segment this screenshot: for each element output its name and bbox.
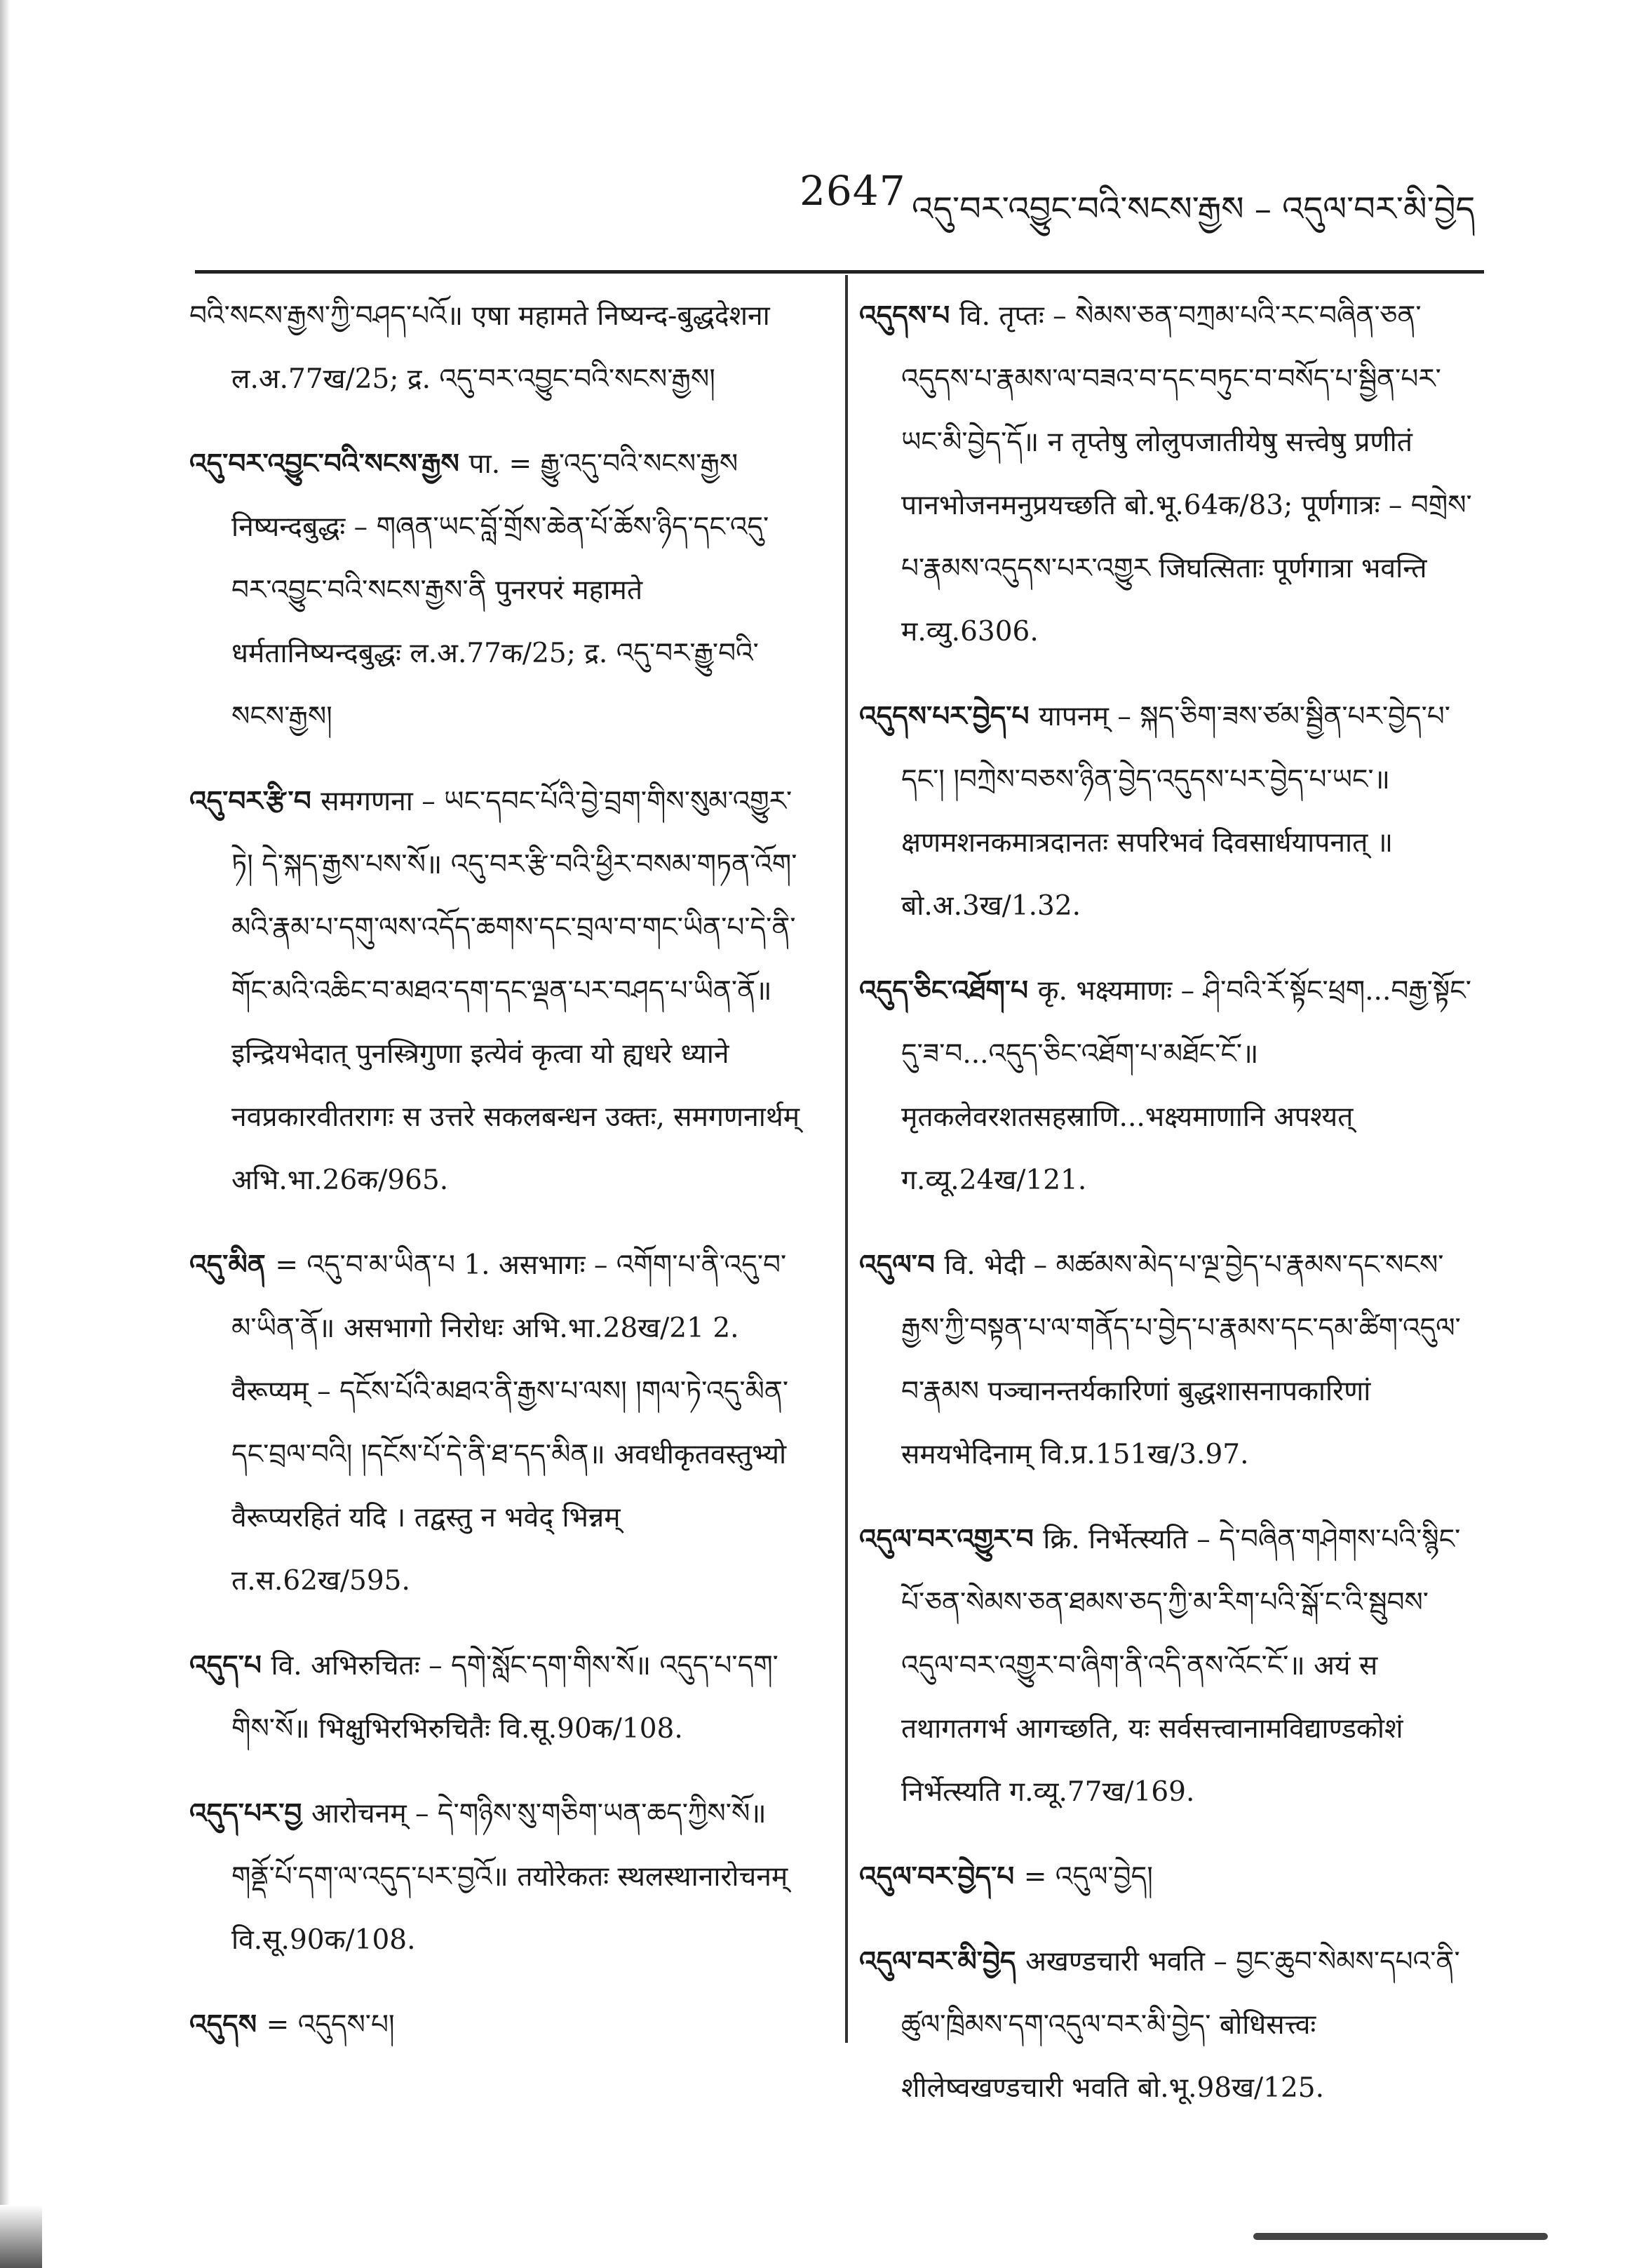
entry-headword: འདུ་བར་རྩི་བ [189, 785, 321, 817]
right-column [859, 284, 1476, 2141]
scan-artifact [1253, 2233, 1548, 2240]
dictionary-entry [189, 432, 807, 749]
dictionary-entry [189, 770, 807, 1212]
entry-headword: འདུ་བར་འབྱུང་བའི་སངས་རྒྱས [189, 448, 469, 480]
dictionary-entry [189, 1634, 807, 1761]
entry-headword: འདུལ་བར་མི་བྱེད [859, 1945, 1026, 1978]
scan-edge [0, 0, 10, 2268]
entry-text: अखण्डचारी भवति – བྱང་ཆུབ་སེམས་དཔའ་ནི་ཚུལ་ཁྲིམས་དག་འདུལ་བར་མི་བྱེད་ बोधिसत्त्वः शीलेष्वखण्डचारी भवति बो.भू.98ख/125. [901, 1946, 1460, 2104]
dictionary-entry [859, 1233, 1476, 1487]
entry-text: वि. भेदी – མཚམས་མེད་པ་ལྔ་བྱེད་པ་རྣམས་དང་སངས་རྒྱས་ཀྱི་བསྟན་པ་ལ་གནོད་པ་བྱེད་པ་རྣམས་དང་དམ་ཚིག་འདུལ་བ་རྣམས पञ्चानन्तर्यकारिणां बुद्धशासनापकारिणां समयभेदिनाम् वि.प्र.151ख/3.97. [901, 1249, 1461, 1470]
header-rule [195, 270, 1484, 274]
dictionary-entry [859, 1508, 1476, 1824]
entry-text: आरोचनम् – དེ་གཉིས་སུ་གཅིག་ཡན་ཆད་ཀྱིས་སོ॥ གནྡོ་པོ་དག་ལ་འདུད་པར་བྱའོ॥ तयोरेकतः स्थलस्थानारोचनम् वि.सू.90क/108. [231, 1798, 788, 1956]
dictionary-entry [859, 959, 1476, 1212]
entry-text: = འདུལ་བྱེད། [1023, 1861, 1153, 1893]
scan-artifact [0, 2205, 42, 2268]
entry-headword: འདུདས་པ [859, 300, 959, 332]
column-divider [845, 275, 848, 2043]
entry-headword: འདུད་པར་བྱ [189, 1797, 311, 1830]
entry-text: = འདུདས་པ། [266, 2009, 395, 2041]
entry-headword: འདུལ་བ [859, 1249, 945, 1281]
dictionary-entry [189, 1782, 807, 1972]
dictionary-entry [189, 284, 807, 411]
entry-text: वि. अभिरुचितः – དགེ་སློང་དག་གིས་སོ॥ འདུད་པ་དག་གིས་སོ॥ भिक्षुभिरभिरुचितैः वि.सू.90क/108. [231, 1650, 778, 1745]
entry-headword: འདུ་མིན [189, 1249, 276, 1281]
entry-headword: འདུདས་པར་བྱེད་པ [859, 700, 1039, 732]
entry-text: क्रि. निर्भेत्स्यति – དེ་བཞིན་གཤེགས་པའི་སྙིང་པོ་ཅན་སེམས་ཅན་ཐམས་ཅད་ཀྱི་མ་རིག་པའི་སྒོ་ང་འི་སྦུབས་འདུལ་བར་འགྱུར་བ་ཞིག་ནི་འདི་ནས་འོང་ངོ་॥ अयं स तथागतगर्भ आगच्छति, यः सर्वसत्त्वानामविद्याण्डकोशं निर्भेत्स्यति ग.व्यू.77ख/169. [901, 1524, 1461, 1808]
entry-headword: འདུད་ཅིང་འཐོག་པ [859, 974, 1038, 1007]
entry-text: = འདུ་བ་མ་ཡིན་པ 1. असभागः – འགོག་པ་ནི་འདུ་བ་མ་ཡིན་ནོ॥ असभागो निरोधः अभि.भा.28ख/21 2. वैरूप्यम् – དངོས་པོའི་མཐའ་ནི་རྒྱས་པ་ལས། །གལ་ཏེ་འདུ་མིན་དང་བྲལ་བའི། །དངོས་པོ་དེ་ནི་ཐ་དད་མིན॥ अवधीकृतवस्तुभ्यो वैरूप्यरहितं यदि । तद्वस्तु न भवेद् भिन्नम् त.स.62ख/595. [231, 1249, 789, 1597]
entry-headword: འདུདས [189, 2008, 267, 2041]
dictionary-entry [189, 1233, 807, 1613]
left-column [189, 284, 807, 2078]
dictionary-entry [859, 284, 1476, 664]
entry-text: पा. = རྒྱུ་འདུ་བའི་སངས་རྒྱས निष्यन्दबुद्धः – གཞན་ཡང་བློ་གྲོས་ཆེན་པོ་ཆོས་ཉིད་དང་འདུ་བར་འབྱུང་བའི་སངས་རྒྱས་ནི पुनरपरं महामते धर्मतानिष्यन्दबुद्धः ल.अ.77क/25; द्र. འདུ་བར་རྒྱུ་བའི་སངས་རྒྱས། [231, 448, 769, 732]
dictionary-entry [859, 1845, 1476, 1909]
running-head: འདུ་བར་འབྱུང་བའི་སངས་རྒྱས – འདུལ་བར་མི་བྱེད [912, 189, 1476, 229]
entry-headword: འདུལ་བར་བྱེད་པ [859, 1860, 1024, 1893]
entry-text: བའི་སངས་རྒྱས་ཀྱི་བཤད་པའོ॥ एषा महामते निष्यन्द-बुद्धदेशना ल.अ.77ख/25; द्र. འདུ་བར་འབྱུང་བའི་སངས་རྒྱས། [189, 300, 770, 395]
page-number: 2647 [800, 167, 906, 215]
entry-headword: འདུད་པ [189, 1649, 271, 1682]
dictionary-entry [189, 1993, 807, 2057]
entry-text: समगणना – ཡང་དབང་པོའི་བྱེ་བྲག་གིས་སུམ་འགྱུར་ཏེ། དེ་སྐད་རྒྱས་པས་སོ॥ འདུ་བར་རྩི་བའི་ཕྱིར་བསམ་གཏན་འོག་མའི་རྣམ་པ་དགུ་ལས་འདོད་ཆགས་དང་བྲལ་བ་གང་ཡིན་པ་དེ་ནི་གོང་མའི་འཆིང་བ་མཐའ་དག་དང་ལྡན་པར་བཤད་པ་ཡིན་ནོ॥ इन्द्रियभेदात् पुनस्त्रिगुणा इत्येवं कृत्वा यो ह्यधरे ध्याने नवप्रकारवीतरागः स उत्तरे सकलबन्धन उक्तः, समगणनार्थम् अभि.भा.26क/965. [231, 786, 800, 1196]
entry-text: वि. तृप्तः – སེམས་ཅན་བཀྲམ་པའི་རང་བཞིན་ཅན་འདུདས་པ་རྣམས་ལ་བཟའ་བ་དང་བཏུང་བ་བསོད་པ་སྦྱིན་པར་ཡང་མི་བྱེད་དོ॥ न तृप्तेषु लोलुपजातीयेषु सत्त्वेषु प्रणीतं पानभोजनमनुप्रयच्छति बो.भू.64क/83; पूर्णगात्रः – བགྲེས་པ་རྣམས་འདུདས་པར་འགྱུར जिघत्सिताः पूर्णगात्रा भवन्ति म.व्यु.6306. [901, 300, 1472, 647]
entry-text: यापनम् – སྐད་ཅིག་ཟས་ཙམ་སྦྱིན་པར་བྱེད་པ་དང་། །བཀྲེས་བཅས་ཉིན་བྱེད་འདུདས་པར་བྱེད་པ་ཡང་॥ क्षणमशनकमात्रदानतः सपरिभवं दिवसार्धयापनात् ॥ बो.अ.3ख/1.32. [901, 701, 1450, 922]
dictionary-entry [859, 685, 1476, 938]
dictionary-entry [859, 1930, 1476, 2120]
entry-text: कृ. भक्ष्यमाणः – ཤི་བའི་རོ་སྟོང་ཕྲག...བརྒྱ་སྟོང་དུ་ཟ་བ...འདུད་ཅིང་འཐོག་པ་མཐོང་ངོ་॥ मृतकलेवरशतसहस्राणि...भक्ष्यमाणानि अपश्यत् ग.व्यू.24ख/121. [901, 975, 1471, 1196]
entry-headword: འདུལ་བར་འགྱུར་བ [859, 1523, 1044, 1555]
